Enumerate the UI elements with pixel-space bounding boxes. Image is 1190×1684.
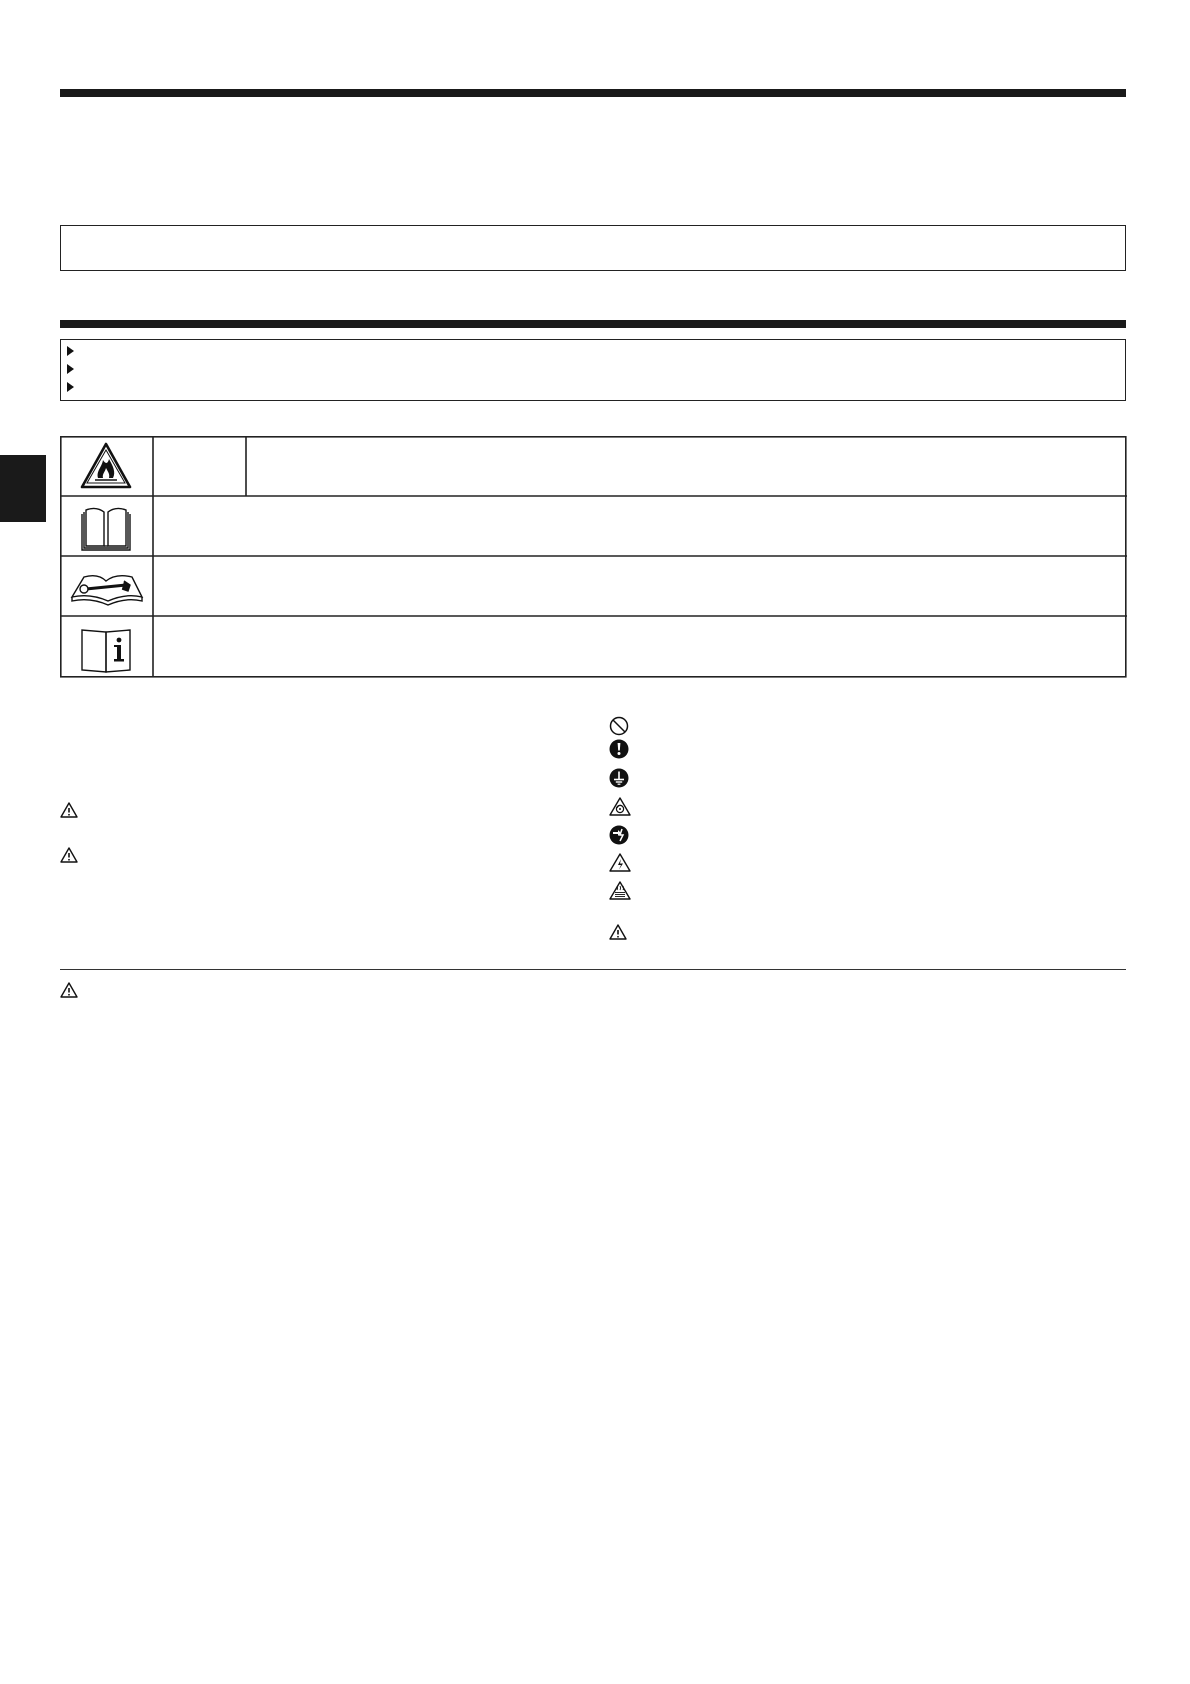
bullet-marker	[67, 382, 74, 392]
flammable-warning-icon	[82, 444, 130, 487]
top-rule	[60, 89, 1126, 97]
bullet-marker	[67, 364, 74, 374]
service-manual-icon	[72, 576, 142, 605]
notice-box	[60, 225, 1126, 271]
warning-triangle-icon	[60, 847, 78, 863]
side-tab	[0, 455, 46, 522]
disconnect-power-icon	[609, 825, 629, 845]
symbol-table	[60, 436, 1127, 678]
warning-triangle-icon	[60, 802, 78, 818]
fan-caution-icon	[609, 797, 631, 816]
warning-triangle-icon	[609, 924, 627, 940]
hot-surface-icon	[609, 881, 631, 900]
information-icon	[82, 630, 130, 672]
bullet-marker	[67, 346, 74, 356]
ground-icon	[609, 768, 629, 788]
prohibited-icon	[609, 716, 629, 736]
read-manual-icon	[82, 508, 130, 550]
warning-triangle-icon	[60, 982, 78, 998]
mandatory-icon	[609, 739, 629, 759]
section-rule	[60, 320, 1126, 328]
bullet-list-box	[60, 339, 1126, 401]
electric-shock-icon	[609, 853, 631, 872]
divider-rule	[60, 969, 1126, 970]
